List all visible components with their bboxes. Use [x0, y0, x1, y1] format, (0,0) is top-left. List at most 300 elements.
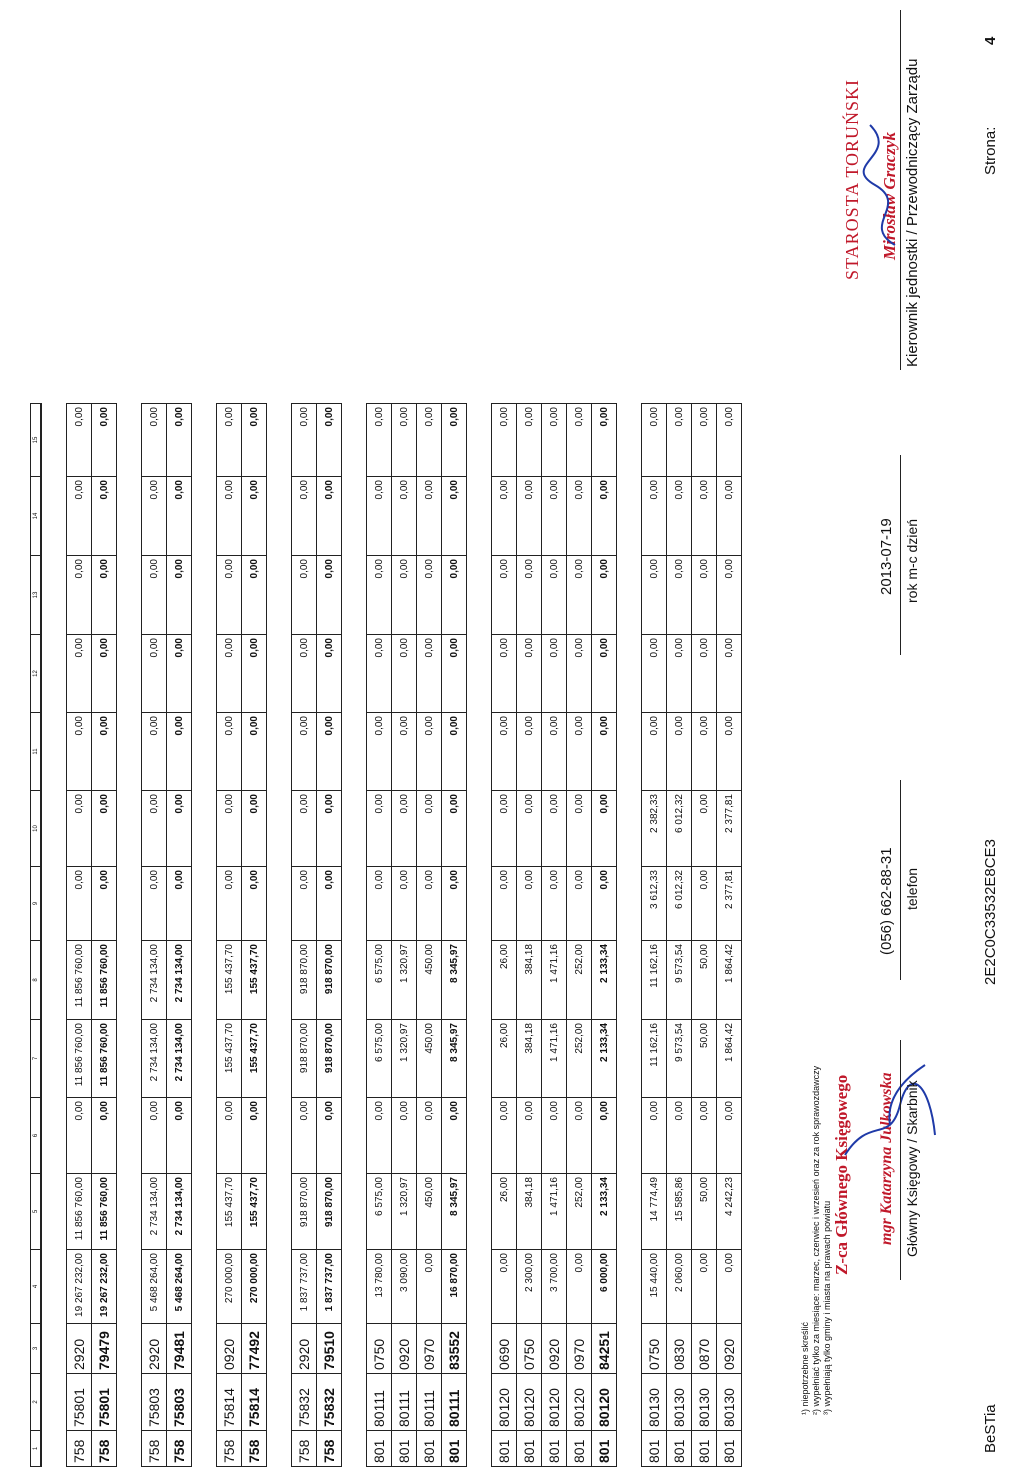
cell-col-10: 2 382,33 — [642, 791, 667, 867]
column-number: 5 — [31, 1174, 42, 1250]
cell-col-14: 0,00 — [392, 477, 417, 556]
report-date: 2013-07-19 — [878, 518, 895, 595]
cell-col-6: 0,00 — [567, 1098, 592, 1174]
cell-col-3: 0920 — [542, 1324, 567, 1374]
cell-col-9: 0,00 — [142, 867, 167, 941]
cell-col-9: 0,00 — [542, 867, 567, 941]
cell-col-12: 0,00 — [567, 635, 592, 713]
cell-col-11: 0,00 — [667, 713, 692, 791]
cell-col-8: 918 870,00 — [292, 941, 317, 1020]
cell-col-14: 0,00 — [417, 477, 442, 556]
cell-col-14: 0,00 — [292, 477, 317, 556]
cell-col-15: 0,00 — [392, 404, 417, 477]
cell-col-8: 11 856 760,00 — [92, 941, 117, 1020]
column-number: 2 — [31, 1374, 42, 1431]
cell-col-15: 0,00 — [492, 404, 517, 477]
cell-col-15: 0,00 — [442, 404, 467, 477]
cell-col-7: 450,00 — [417, 1020, 442, 1098]
cell-col-11: 0,00 — [367, 713, 392, 791]
cell-col-9: 2 377,81 — [717, 867, 742, 941]
cell-col-9: 6 012,32 — [667, 867, 692, 941]
cell-col-4: 13 780,00 — [367, 1250, 392, 1324]
cell-col-9: 0,00 — [442, 867, 467, 941]
cell-col-10: 0,00 — [67, 791, 92, 867]
cell-col-2: 80120 — [517, 1374, 542, 1431]
cell-col-7: 8 345,97 — [442, 1020, 467, 1098]
cell-col-7: 50,00 — [692, 1020, 717, 1098]
cell-col-9: 0,00 — [417, 867, 442, 941]
cell-col-1: 758 — [292, 1431, 317, 1467]
cell-col-2: 75803 — [142, 1374, 167, 1431]
cell-col-10: 0,00 — [242, 791, 267, 867]
cell-col-15: 0,00 — [142, 404, 167, 477]
cell-col-4: 270 000,00 — [217, 1250, 242, 1324]
cell-col-5: 11 856 760,00 — [92, 1174, 117, 1250]
cell-col-10: 2 377,81 — [717, 791, 742, 867]
group-separator — [192, 404, 217, 1467]
cell-col-4: 3 090,00 — [392, 1250, 417, 1324]
cell-col-2: 80111 — [417, 1374, 442, 1431]
head-caption: Kierownik jednostki / Przewodniczący Zarządu — [904, 58, 921, 367]
cell-col-5: 450,00 — [417, 1174, 442, 1250]
cell-col-7: 252,00 — [567, 1020, 592, 1098]
cell-col-6: 0,00 — [292, 1098, 317, 1174]
cell-col-1: 758 — [217, 1431, 242, 1467]
cell-col-1: 801 — [642, 1431, 667, 1467]
cell-col-6: 0,00 — [492, 1098, 517, 1174]
cell-col-6: 0,00 — [217, 1098, 242, 1174]
cell-col-9: 0,00 — [592, 867, 617, 941]
cell-col-5: 11 856 760,00 — [67, 1174, 92, 1250]
cell-col-12: 0,00 — [442, 635, 467, 713]
cell-col-10: 0,00 — [442, 791, 467, 867]
column-number: 14 — [31, 477, 42, 556]
footnote-1: ¹) niepotrzebne skreślić — [800, 1321, 810, 1415]
cell-col-5: 26,00 — [492, 1174, 517, 1250]
cell-col-2: 75801 — [92, 1374, 117, 1431]
cell-col-12: 0,00 — [92, 635, 117, 713]
column-number-header — [31, 404, 42, 1467]
cell-col-12: 0,00 — [292, 635, 317, 713]
cell-col-7: 6 575,00 — [367, 1020, 392, 1098]
budget-report-table — [30, 403, 742, 1467]
cell-col-3: 0750 — [517, 1324, 542, 1374]
cell-col-8: 11 162,16 — [642, 941, 667, 1020]
cell-col-15: 0,00 — [292, 404, 317, 477]
cell-col-6: 0,00 — [317, 1098, 342, 1174]
cell-col-4: 2 300,00 — [517, 1250, 542, 1324]
cell-col-14: 0,00 — [442, 477, 467, 556]
cell-col-9: 0,00 — [692, 867, 717, 941]
cell-col-2: 80120 — [592, 1374, 617, 1431]
table-row — [642, 404, 667, 1467]
table-row — [667, 404, 692, 1467]
date-line — [900, 455, 901, 655]
cell-col-3: 79481 — [167, 1324, 192, 1374]
cell-col-5: 918 870,00 — [317, 1174, 342, 1250]
cell-col-12: 0,00 — [642, 635, 667, 713]
accountant-stamp-name: mgr Katarzyna Julkowska — [878, 1072, 895, 1245]
cell-col-3: 0920 — [717, 1324, 742, 1374]
footnote-2: ²) wypełniać tylko za miesiące: marzec, czerwiec i wrzesień oraz za rok sprawozdawczy — [811, 1065, 821, 1415]
cell-col-2: 80130 — [642, 1374, 667, 1431]
subtotal-row — [167, 404, 192, 1467]
cell-col-7: 2 734 134,00 — [142, 1020, 167, 1098]
cell-col-13: 0,00 — [292, 556, 317, 635]
cell-col-4: 19 267 232,00 — [92, 1250, 117, 1324]
cell-col-14: 0,00 — [367, 477, 392, 556]
cell-col-2: 80120 — [542, 1374, 567, 1431]
cell-col-7: 11 856 760,00 — [67, 1020, 92, 1098]
cell-col-12: 0,00 — [592, 635, 617, 713]
cell-col-4: 0,00 — [717, 1250, 742, 1324]
cell-col-15: 0,00 — [692, 404, 717, 477]
cell-col-8: 450,00 — [417, 941, 442, 1020]
column-number: 13 — [31, 556, 42, 635]
cell-col-7: 1 864,42 — [717, 1020, 742, 1098]
cell-col-8: 1 320,97 — [392, 941, 417, 1020]
software-name: BeSTia — [982, 1404, 999, 1453]
cell-col-10: 0,00 — [392, 791, 417, 867]
table-row — [492, 404, 517, 1467]
cell-col-12: 0,00 — [542, 635, 567, 713]
cell-col-14: 0,00 — [492, 477, 517, 556]
cell-col-1: 801 — [692, 1431, 717, 1467]
cell-col-10: 0,00 — [92, 791, 117, 867]
cell-col-14: 0,00 — [67, 477, 92, 556]
cell-col-4: 1 837 737,00 — [292, 1250, 317, 1324]
cell-col-6: 0,00 — [717, 1098, 742, 1174]
group-separator — [267, 404, 292, 1467]
cell-col-12: 0,00 — [167, 635, 192, 713]
cell-col-14: 0,00 — [92, 477, 117, 556]
footnote-3: ³) wypełniają tylko gminy i miasta na prawach powiatu — [822, 1200, 832, 1415]
table-row — [517, 404, 542, 1467]
cell-col-9: 0,00 — [317, 867, 342, 941]
cell-col-15: 0,00 — [367, 404, 392, 477]
cell-col-2: 75832 — [317, 1374, 342, 1431]
accountant-signature — [830, 1055, 940, 1175]
cell-col-5: 155 437,70 — [217, 1174, 242, 1250]
column-number: 7 — [31, 1020, 42, 1098]
cell-col-10: 0,00 — [417, 791, 442, 867]
cell-col-11: 0,00 — [67, 713, 92, 791]
cell-col-2: 80130 — [667, 1374, 692, 1431]
cell-col-10: 0,00 — [542, 791, 567, 867]
cell-col-13: 0,00 — [417, 556, 442, 635]
cell-col-11: 0,00 — [217, 713, 242, 791]
group-separator — [467, 404, 492, 1467]
phone-value: (056) 662-88-31 — [878, 847, 895, 955]
cell-col-14: 0,00 — [317, 477, 342, 556]
cell-col-14: 0,00 — [592, 477, 617, 556]
cell-col-5: 2 734 134,00 — [167, 1174, 192, 1250]
cell-col-5: 50,00 — [692, 1174, 717, 1250]
cell-col-8: 918 870,00 — [317, 941, 342, 1020]
cell-col-15: 0,00 — [92, 404, 117, 477]
column-number: 3 — [31, 1324, 42, 1374]
cell-col-14: 0,00 — [717, 477, 742, 556]
cell-col-2: 75832 — [292, 1374, 317, 1431]
cell-col-8: 252,00 — [567, 941, 592, 1020]
column-number: 11 — [31, 713, 42, 791]
cell-col-9: 0,00 — [567, 867, 592, 941]
cell-col-13: 0,00 — [692, 556, 717, 635]
cell-col-5: 2 734 134,00 — [142, 1174, 167, 1250]
cell-col-11: 0,00 — [717, 713, 742, 791]
cell-col-8: 9 573,54 — [667, 941, 692, 1020]
cell-col-3: 0690 — [492, 1324, 517, 1374]
cell-col-12: 0,00 — [492, 635, 517, 713]
cell-col-12: 0,00 — [217, 635, 242, 713]
cell-col-4: 1 837 737,00 — [317, 1250, 342, 1324]
cell-col-8: 2 133,34 — [592, 941, 617, 1020]
cell-col-14: 0,00 — [667, 477, 692, 556]
subtotal-row — [92, 404, 117, 1467]
cell-col-5: 15 585,86 — [667, 1174, 692, 1250]
cell-col-12: 0,00 — [717, 635, 742, 713]
cell-col-13: 0,00 — [542, 556, 567, 635]
cell-col-15: 0,00 — [567, 404, 592, 477]
cell-col-3: 2920 — [292, 1324, 317, 1374]
cell-col-3: 77492 — [242, 1324, 267, 1374]
table-row — [217, 404, 242, 1467]
cell-col-13: 0,00 — [667, 556, 692, 635]
cell-col-3: 0970 — [567, 1324, 592, 1374]
cell-col-8: 155 437,70 — [217, 941, 242, 1020]
cell-col-5: 252,00 — [567, 1174, 592, 1250]
cell-col-13: 0,00 — [67, 556, 92, 635]
cell-col-12: 0,00 — [392, 635, 417, 713]
cell-col-3: 79479 — [92, 1324, 117, 1374]
cell-col-8: 1 471,16 — [542, 941, 567, 1020]
cell-col-9: 0,00 — [517, 867, 542, 941]
cell-col-10: 0,00 — [517, 791, 542, 867]
cell-col-7: 26,00 — [492, 1020, 517, 1098]
cell-col-6: 0,00 — [67, 1098, 92, 1174]
cell-col-12: 0,00 — [317, 635, 342, 713]
cell-col-3: 0750 — [367, 1324, 392, 1374]
cell-col-7: 9 573,54 — [667, 1020, 692, 1098]
cell-col-1: 758 — [92, 1431, 117, 1467]
cell-col-10: 0,00 — [217, 791, 242, 867]
column-number: 4 — [31, 1250, 42, 1324]
accountant-signature-line — [900, 1040, 901, 1280]
head-stamp-name: Mirosław Graczyk — [880, 132, 899, 260]
cell-col-2: 80130 — [717, 1374, 742, 1431]
cell-col-10: 0,00 — [592, 791, 617, 867]
cell-col-13: 0,00 — [717, 556, 742, 635]
cell-col-7: 155 437,70 — [217, 1020, 242, 1098]
cell-col-1: 758 — [167, 1431, 192, 1467]
cell-col-10: 0,00 — [167, 791, 192, 867]
column-number: 8 — [31, 941, 42, 1020]
date-caption: rok m-c dzień — [904, 518, 920, 603]
cell-col-13: 0,00 — [242, 556, 267, 635]
cell-col-1: 801 — [592, 1431, 617, 1467]
cell-col-15: 0,00 — [592, 404, 617, 477]
cell-col-7: 1 320,97 — [392, 1020, 417, 1098]
cell-col-6: 0,00 — [592, 1098, 617, 1174]
cell-col-1: 801 — [567, 1431, 592, 1467]
cell-col-9: 0,00 — [492, 867, 517, 941]
table-row — [717, 404, 742, 1467]
cell-col-7: 918 870,00 — [317, 1020, 342, 1098]
cell-col-13: 0,00 — [517, 556, 542, 635]
subtotal-row — [242, 404, 267, 1467]
cell-col-3: 0750 — [642, 1324, 667, 1374]
cell-col-12: 0,00 — [417, 635, 442, 713]
cell-col-9: 0,00 — [217, 867, 242, 941]
footnotes — [800, 1066, 833, 1415]
cell-col-11: 0,00 — [142, 713, 167, 791]
cell-col-4: 0,00 — [492, 1250, 517, 1324]
cell-col-4: 5 468 264,00 — [142, 1250, 167, 1324]
page-number: 4 — [982, 36, 999, 45]
cell-col-13: 0,00 — [392, 556, 417, 635]
cell-col-5: 6 575,00 — [367, 1174, 392, 1250]
cell-col-10: 0,00 — [492, 791, 517, 867]
head-stamp-title: STAROSTA TORUŃSKI — [842, 79, 862, 280]
cell-col-4: 6 000,00 — [592, 1250, 617, 1324]
cell-col-12: 0,00 — [667, 635, 692, 713]
cell-col-1: 801 — [717, 1431, 742, 1467]
cell-col-8: 2 734 134,00 — [142, 941, 167, 1020]
cell-col-11: 0,00 — [642, 713, 667, 791]
cell-col-4: 3 700,00 — [542, 1250, 567, 1324]
cell-col-11: 0,00 — [542, 713, 567, 791]
cell-col-13: 0,00 — [317, 556, 342, 635]
subtotal-row — [442, 404, 467, 1467]
cell-col-12: 0,00 — [242, 635, 267, 713]
document-control-code: 2E2C0C33532E8CE3 — [982, 839, 999, 985]
cell-col-9: 0,00 — [242, 867, 267, 941]
cell-col-1: 758 — [67, 1431, 92, 1467]
table-row — [392, 404, 417, 1467]
cell-col-7: 11 856 760,00 — [92, 1020, 117, 1098]
cell-col-13: 0,00 — [142, 556, 167, 635]
cell-col-7: 1 471,16 — [542, 1020, 567, 1098]
cell-col-5: 8 345,97 — [442, 1174, 467, 1250]
table-row — [692, 404, 717, 1467]
cell-col-14: 0,00 — [517, 477, 542, 556]
cell-col-6: 0,00 — [392, 1098, 417, 1174]
cell-col-5: 1 471,16 — [542, 1174, 567, 1250]
cell-col-11: 0,00 — [92, 713, 117, 791]
cell-col-6: 0,00 — [367, 1098, 392, 1174]
cell-col-9: 0,00 — [392, 867, 417, 941]
cell-col-13: 0,00 — [442, 556, 467, 635]
cell-col-4: 15 440,00 — [642, 1250, 667, 1324]
cell-col-15: 0,00 — [167, 404, 192, 477]
column-number: 1 — [31, 1431, 42, 1467]
cell-col-1: 758 — [142, 1431, 167, 1467]
page-label: Strona: — [982, 126, 999, 175]
cell-col-2: 75814 — [242, 1374, 267, 1431]
cell-col-11: 0,00 — [167, 713, 192, 791]
cell-col-11: 0,00 — [317, 713, 342, 791]
cell-col-2: 80111 — [367, 1374, 392, 1431]
cell-col-6: 0,00 — [142, 1098, 167, 1174]
cell-col-3: 0920 — [217, 1324, 242, 1374]
cell-col-13: 0,00 — [567, 556, 592, 635]
cell-col-3: 84251 — [592, 1324, 617, 1374]
cell-col-10: 0,00 — [367, 791, 392, 867]
cell-col-10: 6 012,32 — [667, 791, 692, 867]
cell-col-1: 801 — [417, 1431, 442, 1467]
cell-col-6: 0,00 — [167, 1098, 192, 1174]
cell-col-11: 0,00 — [692, 713, 717, 791]
cell-col-15: 0,00 — [67, 404, 92, 477]
cell-col-6: 0,00 — [242, 1098, 267, 1174]
cell-col-4: 0,00 — [417, 1250, 442, 1324]
cell-col-1: 801 — [442, 1431, 467, 1467]
cell-col-15: 0,00 — [717, 404, 742, 477]
cell-col-10: 0,00 — [142, 791, 167, 867]
cell-col-13: 0,00 — [492, 556, 517, 635]
cell-col-6: 0,00 — [417, 1098, 442, 1174]
group-separator — [117, 404, 142, 1467]
cell-col-5: 2 133,34 — [592, 1174, 617, 1250]
cell-col-2: 80120 — [567, 1374, 592, 1431]
table-row — [292, 404, 317, 1467]
cell-col-14: 0,00 — [167, 477, 192, 556]
cell-col-11: 0,00 — [517, 713, 542, 791]
cell-col-12: 0,00 — [692, 635, 717, 713]
cell-col-11: 0,00 — [592, 713, 617, 791]
cell-col-3: 0920 — [392, 1324, 417, 1374]
cell-col-13: 0,00 — [642, 556, 667, 635]
cell-col-1: 758 — [317, 1431, 342, 1467]
cell-col-2: 75803 — [167, 1374, 192, 1431]
cell-col-6: 0,00 — [667, 1098, 692, 1174]
cell-col-7: 155 437,70 — [242, 1020, 267, 1098]
cell-col-2: 80111 — [392, 1374, 417, 1431]
table-row — [67, 404, 92, 1467]
cell-col-13: 0,00 — [217, 556, 242, 635]
column-number: 15 — [31, 404, 42, 477]
cell-col-15: 0,00 — [542, 404, 567, 477]
cell-col-11: 0,00 — [242, 713, 267, 791]
cell-col-1: 758 — [242, 1431, 267, 1467]
cell-col-5: 1 320,97 — [392, 1174, 417, 1250]
cell-col-3: 0830 — [667, 1324, 692, 1374]
cell-col-4: 19 267 232,00 — [67, 1250, 92, 1324]
cell-col-9: 0,00 — [167, 867, 192, 941]
cell-col-6: 0,00 — [542, 1098, 567, 1174]
cell-col-8: 26,00 — [492, 941, 517, 1020]
column-number: 10 — [31, 791, 42, 867]
cell-col-8: 2 734 134,00 — [167, 941, 192, 1020]
cell-col-6: 0,00 — [692, 1098, 717, 1174]
cell-col-12: 0,00 — [517, 635, 542, 713]
cell-col-11: 0,00 — [392, 713, 417, 791]
cell-col-1: 801 — [542, 1431, 567, 1467]
cell-col-12: 0,00 — [367, 635, 392, 713]
cell-col-8: 1 864,42 — [717, 941, 742, 1020]
cell-col-5: 4 242,23 — [717, 1174, 742, 1250]
cell-col-1: 801 — [492, 1431, 517, 1467]
cell-col-15: 0,00 — [417, 404, 442, 477]
cell-col-8: 6 575,00 — [367, 941, 392, 1020]
cell-col-2: 80120 — [492, 1374, 517, 1431]
cell-col-2: 80111 — [442, 1374, 467, 1431]
cell-col-10: 0,00 — [317, 791, 342, 867]
cell-col-1: 801 — [392, 1431, 417, 1467]
phone-line — [900, 780, 901, 980]
table-row — [417, 404, 442, 1467]
cell-col-2: 80130 — [692, 1374, 717, 1431]
